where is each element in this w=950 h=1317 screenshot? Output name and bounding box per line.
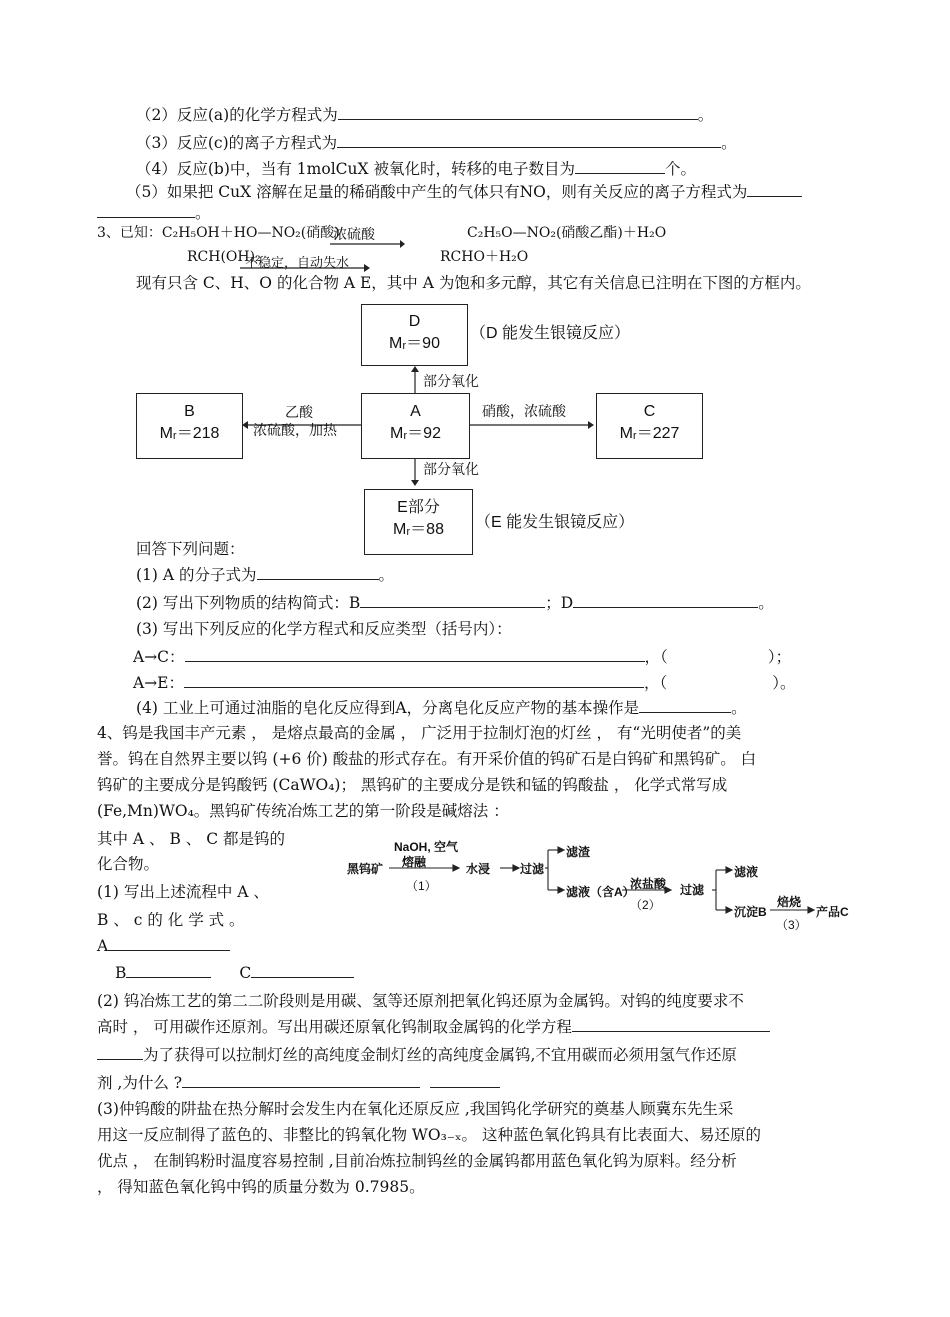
q2-line5b: 。 (97, 202, 211, 224)
q4-s3: (1) 写出上述流程中 A 、 (97, 883, 269, 901)
q2-line2: （2）反应(a)的化学方程式为 。 (136, 106, 714, 124)
eq2-left: RCH(OH)₂ (187, 249, 261, 265)
q4-s4: B 、 c 的 化 学 式 。 (97, 911, 245, 929)
q2-text-5: （5）如果把 CuX 溶解在足量的稀硝酸中产生的气体只有NO，则有关反应的离子方程式为 (126, 183, 748, 201)
q2-text-3: （3）反应(c)的离子方程式为 (136, 134, 338, 152)
q4-q3d: ， 得知蓝色氧化钨中钨的质量分数为 0.7985。 (97, 1178, 425, 1196)
box-C-name: C (643, 403, 656, 420)
flow-op4: 过滤 (680, 883, 705, 897)
box-D-name: D (408, 313, 421, 330)
box-A-name: A (410, 403, 421, 420)
q3-intro: 现有只含 C、H、O 的化合物 A E，其中 A 为饱和多元醇，其它有关信息已注明在下图的方框内。 (136, 274, 811, 292)
box-E-note: （E 能发生银镜反应） (475, 514, 635, 531)
q3-ae: A→E： ，（ ）。 (133, 674, 796, 692)
q4-p3: 钨矿的主要成分是钨酸钙 (CaWO₄)； 黑钨矿的主要成分是铁和锰的钨酸盐 ， 化学式常写成 (97, 776, 728, 794)
flow-op1: 熔融 (402, 855, 427, 869)
eq1-condition: 浓硫酸 (333, 227, 375, 243)
box-E-mr: Mᵣ＝88 (393, 521, 444, 538)
flow-ore: 黑钨矿 (347, 862, 384, 876)
flow-op5: 焙烧 (777, 895, 802, 909)
q4-q2d: 剂 ,为什么 ? (97, 1072, 500, 1094)
flow-residue: 滤渣 (566, 845, 591, 859)
q2-text-2: （2）反应(a)的化学方程式为 (136, 106, 338, 124)
q4-p4: (Fe,Mn)WO₄。黑钨矿传统冶炼工艺的第一阶段是碱熔法 ： (97, 802, 509, 820)
box-D-note: （D 能发生银镜反应） (470, 325, 631, 342)
flow-precip: 沉淀B (734, 905, 767, 919)
arrow-up-label: 部分氧化 (423, 374, 479, 390)
eq1-left: C₂H₅OH＋HO—NO₂(硝酸) (161, 225, 340, 241)
q2-text-4: （4）反应(b)中，当有 1molCuX 被氧化时，转移的电子数目为 (136, 160, 575, 178)
box-D-mr: Mᵣ＝90 (389, 335, 440, 352)
flow-op3: 过滤 (520, 862, 545, 876)
flow-step2: （2） (630, 898, 661, 912)
q4-q2b: 高时 ， 可用碳作还原剂。写出用碳还原氧化钨制取金属钨的化学方程 (97, 1016, 770, 1038)
answer-blank[interactable] (182, 1072, 420, 1088)
flow-reagent1: NaOH, 空气 (394, 840, 459, 854)
answer-blank[interactable] (572, 1016, 770, 1032)
q4-q2a: (2) 钨冶炼工艺的第二二阶段则是用碳、氢等还原剂把氧化钨还原为金属钨。对钨的纯度要求不 (97, 992, 744, 1010)
q3-known-eq1: 3、已知：C₂H₅OH＋HO—NO₂(硝酸) (97, 225, 340, 241)
q3-a3: (3) 写出下列反应的化学方程式和反应类型（括号内）： (136, 620, 512, 638)
q2-line4: （4）反应(b)中，当有 1molCuX 被氧化时，转移的电子数目为 个。 (136, 160, 696, 178)
eq2-right: RCHO＋H₂O (440, 249, 529, 265)
q4-q3c: 优点 ， 在制钨粉时温度容易控制 ,目前冶炼拉制钨丝的金属钨都用蓝色氧化钨为原料。经分析 (97, 1152, 737, 1170)
q4-s6: B C (115, 962, 354, 984)
q4-q3a: (3)仲钨酸的阱盐在热分解时会发生内在氧化还原反应 ,我国钨化学研究的奠基人顾冀东先生采 (97, 1100, 734, 1118)
box-C-mr: Mᵣ＝227 (619, 425, 680, 442)
box-B-mr: Mᵣ＝218 (159, 425, 220, 442)
q4-q2c: 为了获得可以拉制灯丝的高纯度金制灯丝的高纯度金属钨,不宜用碳而必须用氢气作还原 (97, 1044, 737, 1066)
answer-blank[interactable] (251, 962, 354, 978)
flow-filtrate-a: 滤液（含A） (566, 885, 635, 899)
q4-p2: 誉。钨在自然界主要以钨 (+6 价) 酸盐的形式存在。有开采价值的钨矿石是白钨矿和黑钨矿。 白 (97, 750, 757, 768)
flow-step3: （3） (776, 918, 807, 932)
flow-op2: 水浸 (466, 862, 491, 876)
flow-reagent2: 浓盐酸 (630, 877, 667, 891)
q4-s5: A (97, 935, 230, 957)
flow-step1: （1） (406, 879, 437, 893)
arrow-left-label-top: 乙酸 (285, 405, 313, 421)
answer-blank[interactable] (430, 1072, 500, 1088)
answer-blank[interactable] (126, 962, 211, 978)
flow-filtrate: 滤液 (734, 865, 759, 879)
arrow-right-label: 硝酸，浓硫酸 (482, 404, 566, 420)
flow-product: 产品C (816, 905, 849, 919)
eq2-condition: 不稳定，自动失水 (245, 256, 350, 271)
box-B-name: B (184, 403, 195, 420)
q4-s1: 其中 A 、 B 、 C 都是钨的 (97, 830, 286, 848)
eq1-right: C₂H₅O—NO₂(硝酸乙酯)＋H₂O (467, 225, 667, 241)
box-E-name: E部分 (397, 499, 440, 516)
arrow-down-label: 部分氧化 (423, 462, 479, 478)
q4-p1: 4、钨是我国丰产元素 ， 是熔点最高的金属 ， 广泛用于拉制灯泡的灯丝 ， 有“光明使者”的美 (97, 724, 742, 742)
q4-q3b: 用这一反应制得了蓝色的、非整比的钨氧化物 WO₃₋ₓ。 这种蓝色氧化钨具有比表面大、易还原的 (97, 1126, 761, 1144)
q2-line3: （3）反应(c)的离子方程式为 。 (136, 134, 737, 152)
arrow-left-label-bottom: 浓硫酸，加热 (253, 423, 337, 439)
answer-blank[interactable] (97, 1044, 143, 1060)
q3-ac: A→C： ，（ ）； (133, 648, 792, 666)
q3-a1: (1) A 的分子式为 。 (136, 566, 395, 584)
q3-answer-head: 回答下列问题： (136, 540, 245, 558)
box-A-mr: Mᵣ＝92 (390, 425, 441, 442)
q3-a2: (2) 写出下列物质的结构简式：B ；D 。 (136, 594, 774, 612)
q4-s2: 化合物。 (97, 855, 160, 873)
q3-a4: (4) 工业上可通过油脂的皂化反应得到A，分离皂化反应产物的基本操作是 。 (136, 699, 747, 717)
